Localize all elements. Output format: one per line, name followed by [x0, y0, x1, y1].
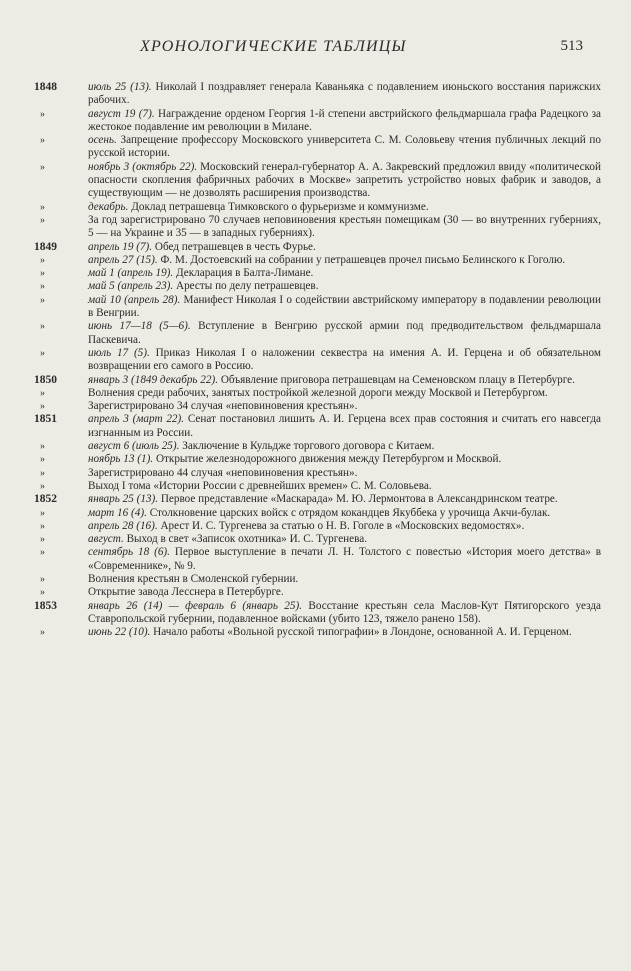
entry-text: Открытие железнодорожного движения между Петербургом и Москвой. — [153, 453, 502, 466]
page-number: 513 — [560, 38, 583, 54]
chronology-list — [0, 81, 631, 639]
entry-text: Декларация в Балта-Лимане. — [173, 267, 314, 280]
entry-body — [88, 134, 601, 161]
chronology-entry — [0, 520, 631, 533]
entry-text: Арест И. С. Тургенева за статью о Н. В. Гоголе в «Московских ведомостях». — [157, 519, 525, 532]
entry-body — [88, 413, 601, 440]
chronology-entry — [0, 294, 631, 321]
entry-body — [88, 374, 601, 387]
chronology-entry — [0, 214, 631, 241]
chronology-entry — [0, 347, 631, 374]
chronology-entry — [0, 320, 631, 347]
entry-text: За год зарегистрировано 70 случаев неповиновения крестьян помещикам (30 — во внутренних губерниях, 5 — на Украине и 35 — в западных губерниях). — [88, 213, 601, 240]
chronology-entry — [0, 533, 631, 546]
entry-year: 1848 — [34, 81, 57, 93]
entry-date: август 19 (7). — [88, 107, 155, 120]
entry-body — [88, 453, 601, 466]
entry-text: Первое представление «Маскарада» М. Ю. Лермонтова в Александринском театре. — [158, 493, 558, 506]
chronology-entry — [0, 453, 631, 466]
entry-date: апрель 19 (7). — [88, 240, 153, 253]
entry-text: Заключение в Кульдже торгового договора с Китаем. — [179, 440, 435, 453]
entry-text: Волнения среди рабочих, занятых постройкой железной дороги между Москвой и Петербургом. — [88, 386, 548, 399]
chronology-entry — [0, 493, 631, 506]
entry-date: август 6 (июль 25). — [88, 440, 180, 453]
entry-date: июль 25 (13). — [88, 81, 152, 93]
ditto-mark: » — [40, 520, 45, 532]
chronology-entry — [0, 254, 631, 267]
chronology-entry — [0, 546, 631, 573]
entry-date: осень. — [88, 134, 117, 147]
chronology-entry — [0, 267, 631, 280]
entry-text: Николай I поздравляет генерала Каваньяка с подавлением июньского восстания парижских рабочих. — [88, 81, 601, 107]
entry-text: Сенат постановил лишить А. И. Герцена всех прав состояния и считать его навсегда изгнанным из России. — [88, 413, 601, 439]
entry-date: июнь 22 (10). — [88, 626, 151, 639]
chronology-entry — [0, 400, 631, 413]
entry-body — [88, 267, 601, 280]
entry-body — [88, 347, 601, 374]
chronology-entry — [0, 108, 631, 135]
ditto-mark: » — [40, 467, 45, 479]
ditto-mark: » — [40, 387, 45, 399]
ditto-mark: » — [40, 201, 45, 213]
ditto-mark: » — [40, 454, 45, 466]
entry-body — [88, 320, 601, 347]
ditto-mark: » — [40, 547, 45, 559]
chronology-entry — [0, 241, 631, 254]
entry-body — [88, 546, 601, 573]
entry-body — [88, 161, 601, 201]
entry-body — [88, 467, 601, 480]
entry-date: август. — [88, 533, 124, 546]
chronology-entry — [0, 600, 631, 627]
entry-body — [88, 214, 601, 241]
entry-text: Первое выступление в печати Л. Н. Толстого с повестью «История моего детства» в «Современнике», № 9. — [88, 546, 601, 572]
entry-body — [88, 626, 601, 639]
entry-body — [88, 573, 601, 586]
entry-date: апрель 28 (16). — [88, 519, 158, 532]
entry-body — [88, 108, 601, 135]
chronology-entry — [0, 161, 631, 201]
chronology-entry — [0, 440, 631, 453]
chronology-entry — [0, 201, 631, 214]
ditto-mark: » — [40, 294, 45, 306]
entry-body — [88, 586, 601, 599]
running-title: ХРОНОЛОГИЧЕСКИЕ ТАБЛИЦЫ — [140, 38, 407, 55]
entry-text: Награждение орденом Георгия 1-й степени австрийского фельдмаршала графа Радецкого за жестокое подавление им революции в Милане. — [88, 107, 602, 133]
entry-body — [88, 493, 601, 506]
entry-text: Аресты по делу петрашевцев. — [173, 280, 319, 293]
entry-text: Выход I тома «Истории России с древнейших времен» С. М. Соловьева. — [88, 479, 432, 492]
entry-body — [88, 81, 601, 108]
entry-body — [88, 280, 601, 293]
entry-date: январь 3 (1849 декабрь 22). — [88, 373, 219, 386]
ditto-mark: » — [40, 214, 45, 226]
ditto-mark: » — [40, 108, 45, 120]
ditto-mark: » — [40, 534, 45, 546]
entry-date: апрель 27 (15). — [88, 253, 158, 266]
entry-text: Доклад петрашевца Тимковского о фурьеризме и коммунизме. — [128, 200, 429, 213]
entry-text: Открытие завода Лесснера в Петербурге. — [88, 586, 284, 599]
ditto-mark: » — [40, 573, 45, 585]
entry-text: Обед петрашевцев в честь Фурье. — [152, 240, 316, 253]
entry-body — [88, 520, 601, 533]
entry-text: Зарегистрировано 34 случая «неповиновения крестьян». — [88, 400, 358, 413]
entry-text: Манифест Николая I о содействии австрийскому императору в подавлении революции в Венгрии. — [88, 293, 601, 320]
entry-year: 1850 — [34, 373, 57, 386]
page-header — [0, 38, 631, 62]
entry-date: декабрь. — [88, 200, 129, 213]
entry-date: май 1 (апрель 19). — [88, 267, 174, 280]
ditto-mark: » — [40, 347, 45, 359]
entry-text: Вступление в Венгрию русской армии под предводительством фельдмаршала Паскевича. — [88, 320, 601, 346]
chronology-entry — [0, 480, 631, 493]
chronology-entry — [0, 507, 631, 520]
chronology-entry — [0, 280, 631, 293]
ditto-mark: » — [40, 627, 45, 639]
entry-text: Запрещение профессору Московского университета С. М. Соловьеву чтения публичных лекций по русской истории. — [88, 134, 601, 160]
chronology-entry — [0, 387, 631, 400]
ditto-mark: » — [40, 321, 45, 333]
entry-text: Московский генерал-губернатор А. А. Закревский предложил ввиду «политической опасности скопления фабричных рабочих в Москве» запретить устройство новых фабрик и заводов, а существующим — не дозволять расширения производства. — [88, 160, 601, 200]
entry-date: июль 17 (5). — [88, 346, 150, 359]
entry-date: апрель 3 (март 22). — [88, 413, 185, 426]
chronology-entry — [0, 467, 631, 480]
ditto-mark: » — [40, 135, 45, 147]
ditto-mark: » — [40, 507, 45, 519]
entry-text: Волнения крестьян в Смоленской губернии. — [88, 572, 299, 585]
entry-text: Столкновение царских войск с отрядом кокандцев Якуббека у урочища Акчи-булак. — [146, 506, 551, 519]
entry-date: март 16 (4). — [88, 506, 147, 519]
entry-date: май 5 (апрель 23). — [88, 280, 174, 293]
entry-date: ноябрь 13 (1). — [88, 453, 154, 466]
ditto-mark: » — [40, 268, 45, 280]
entry-date: май 10 (апрель 28). — [88, 293, 181, 306]
ditto-mark: » — [40, 587, 45, 599]
entry-date: январь 25 (13). — [88, 493, 159, 506]
entry-body — [88, 294, 601, 321]
entry-text: Восстание крестьян села Маслов-Кут Пятигорского уезда Ставропольской губернии, подавленное войсками (убито 123, тяжело ранено 158). — [88, 599, 601, 625]
entry-body — [88, 201, 601, 214]
chronology-entry — [0, 573, 631, 586]
entry-text: Ф. М. Достоевский на собрании у петрашевцев прочел письмо Белинского к Гоголю. — [157, 253, 566, 266]
entry-body — [88, 507, 601, 520]
ditto-mark: » — [40, 254, 45, 266]
entry-year: 1852 — [34, 493, 57, 506]
ditto-mark: » — [40, 161, 45, 173]
ditto-mark: » — [40, 401, 45, 413]
entry-text: Приказ Николая I о наложении секвестра на имения А. И. Герцена и об обязательном возвращении его самого в Россию. — [88, 346, 602, 373]
entry-body — [88, 600, 601, 627]
entry-body — [88, 440, 601, 453]
entry-text: Зарегистрировано 44 случая «неповиновения крестьян». — [88, 466, 358, 479]
entry-date: январь 26 (14) — февраль 6 (январь 25). — [88, 599, 303, 612]
chronology-entry — [0, 374, 631, 387]
ditto-mark: » — [40, 480, 45, 492]
entry-body — [88, 533, 601, 546]
entry-body — [88, 241, 601, 254]
entry-body — [88, 387, 601, 400]
entry-body — [88, 254, 601, 267]
ditto-mark: » — [40, 281, 45, 293]
entry-year: 1849 — [34, 240, 57, 253]
chronology-entry — [0, 586, 631, 599]
chronology-entry — [0, 413, 631, 440]
entry-text: Начало работы «Вольной русской типографии» в Лондоне, основанной А. И. Герценом. — [150, 626, 572, 639]
entry-body — [88, 480, 601, 493]
entry-body — [88, 400, 601, 413]
chronology-entry — [0, 626, 631, 639]
ditto-mark: » — [40, 441, 45, 453]
entry-date: ноябрь 3 (октябрь 22). — [88, 160, 198, 173]
entry-text: Объявление приговора петрашевцам на Семеновском плацу в Петербурге. — [218, 373, 575, 386]
entry-year: 1851 — [34, 413, 57, 426]
chronology-entry — [0, 81, 631, 108]
chronology-entry — [0, 134, 631, 161]
entry-text: Выход в свет «Записок охотника» И. С. Тургенева. — [123, 533, 368, 546]
entry-date: июнь 17—18 (5—6). — [88, 320, 191, 333]
entry-year: 1853 — [34, 599, 57, 612]
entry-date: сентябрь 18 (6). — [88, 546, 170, 559]
